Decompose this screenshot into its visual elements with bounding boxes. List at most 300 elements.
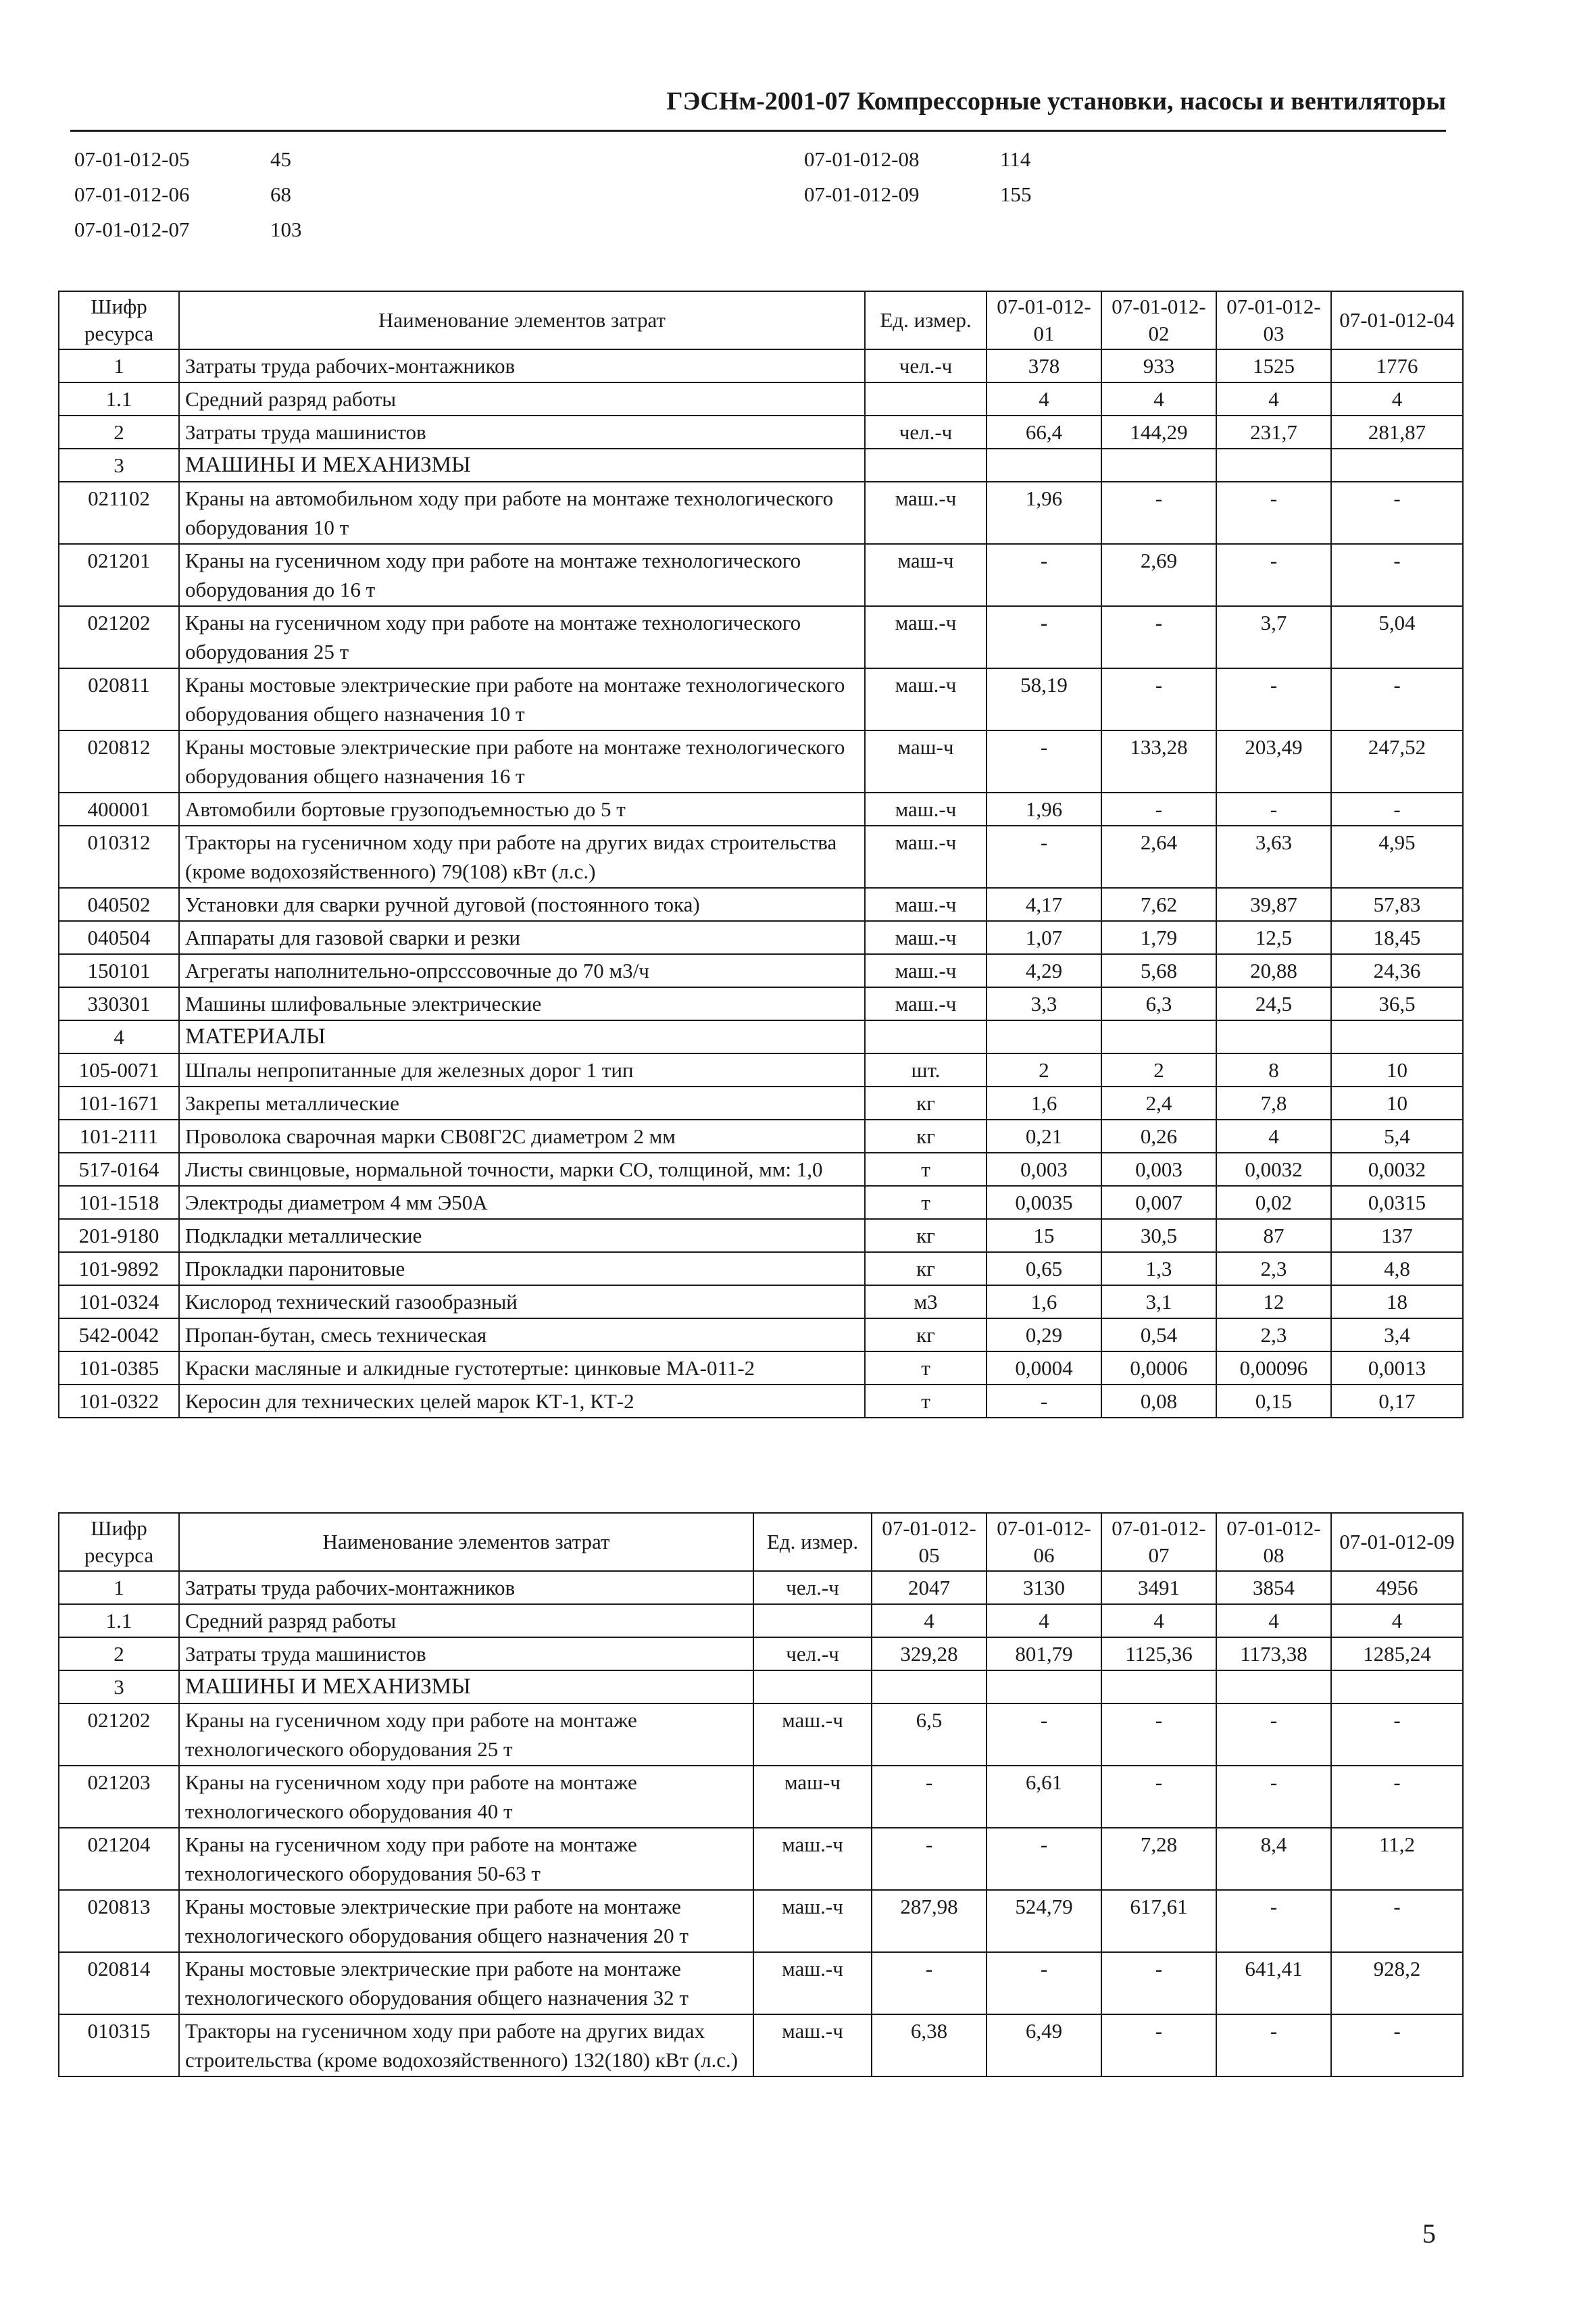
- norm-value: 1,79: [1101, 921, 1216, 954]
- header-code: Шифр ресурса: [59, 1513, 179, 1571]
- ref-code: 07-01-012-09: [804, 182, 920, 206]
- table-row: [59, 1828, 1463, 1890]
- unit-of-measure: т: [865, 1153, 987, 1186]
- norm-value: 58,19: [987, 668, 1101, 730]
- ref-value: 114: [1000, 147, 1031, 171]
- resource-code: 101-0322: [59, 1385, 179, 1418]
- norm-value: [987, 1020, 1101, 1053]
- cost-element-name: Краны на гусеничном ходу при работе на монтаже технологического оборудования 25 т: [179, 1703, 753, 1766]
- table-row: [59, 954, 1463, 987]
- unit-of-measure: [865, 1020, 987, 1053]
- norm-value: 1,6: [987, 1285, 1101, 1318]
- cost-element-name: Краны мостовые электрические при работе на монтаже технологического оборудования общего назначения 32 т: [179, 1952, 753, 2014]
- norm-value: 1125,36: [1101, 1637, 1216, 1670]
- header-unit: Ед. измер.: [865, 291, 987, 349]
- norm-value: 4956: [1331, 1571, 1463, 1604]
- cost-element-name: Проволока сварочная марки СВ08Г2С диаметром 2 мм: [179, 1120, 865, 1153]
- unit-of-measure: маш.-ч: [865, 482, 987, 544]
- norm-value: -: [1101, 1952, 1216, 2014]
- table-row: [59, 1087, 1463, 1120]
- resource-code: 1.1: [59, 1604, 179, 1637]
- norm-value: 0,17: [1331, 1385, 1463, 1418]
- ref-row: [804, 142, 1032, 177]
- norm-value: 4: [1216, 1120, 1331, 1153]
- norm-value: 0,29: [987, 1318, 1101, 1351]
- resource-code: 1: [59, 1571, 179, 1604]
- norm-value: 6,3: [1101, 987, 1216, 1020]
- norm-value: 524,79: [987, 1890, 1101, 1952]
- resource-code: 010315: [59, 2014, 179, 2076]
- cost-element-name: Краны на гусеничном ходу при работе на монтаже технологического оборудования до 16 т: [179, 544, 865, 606]
- norm-value: 0,0035: [987, 1186, 1101, 1219]
- norm-value: 0,65: [987, 1252, 1101, 1285]
- norm-value: -: [1101, 1766, 1216, 1828]
- header-col: 07-01-012-03: [1216, 291, 1331, 349]
- resource-code: 021102: [59, 482, 179, 544]
- unit-of-measure: [865, 382, 987, 416]
- norm-value: 12: [1216, 1285, 1331, 1318]
- norm-value: 6,61: [987, 1766, 1101, 1828]
- norm-value: 3130: [987, 1571, 1101, 1604]
- unit-of-measure: кг: [865, 1120, 987, 1153]
- norm-value: -: [1101, 793, 1216, 826]
- table-header-row: [59, 291, 1463, 349]
- norm-value: 36,5: [1331, 987, 1463, 1020]
- resource-code: 020814: [59, 1952, 179, 2014]
- cost-element-name: Автомобили бортовые грузоподъемностью до 5 т: [179, 793, 865, 826]
- unit-of-measure: [753, 1670, 872, 1703]
- ref-row: [74, 142, 302, 177]
- norm-value: 5,04: [1331, 606, 1463, 668]
- norm-value: [872, 1670, 987, 1703]
- norm-value: -: [1216, 544, 1331, 606]
- norm-value: 1173,38: [1216, 1637, 1331, 1670]
- norm-value: 10: [1331, 1087, 1463, 1120]
- table-header-row: [59, 1513, 1463, 1571]
- norm-value: -: [872, 1828, 987, 1890]
- norm-value: 15: [987, 1219, 1101, 1252]
- table-row: [59, 888, 1463, 921]
- norm-value: 0,0315: [1331, 1186, 1463, 1219]
- header-col: 07-01-012-09: [1331, 1513, 1463, 1571]
- norm-value: [987, 1670, 1101, 1703]
- norm-value: 4,95: [1331, 826, 1463, 888]
- unit-of-measure: маш.-ч: [865, 954, 987, 987]
- ref-code: 07-01-012-08: [804, 147, 920, 171]
- header-col: 07-01-012-08: [1216, 1513, 1331, 1571]
- norm-value: 0,02: [1216, 1186, 1331, 1219]
- table-row: [59, 482, 1463, 544]
- cost-element-name: Краны мостовые электрические при работе на монтаже технологического оборудования общего назначения 20 т: [179, 1890, 753, 1952]
- header-name: Наименование элементов затрат: [179, 1513, 753, 1571]
- table-row: [59, 449, 1463, 482]
- table-row: [59, 1153, 1463, 1186]
- norm-value: -: [987, 1703, 1101, 1766]
- unit-of-measure: маш.-ч: [865, 826, 987, 888]
- cost-element-name: Подкладки металлические: [179, 1219, 865, 1252]
- norm-value: 287,98: [872, 1890, 987, 1952]
- norm-value: 3854: [1216, 1571, 1331, 1604]
- norm-value: 4: [987, 382, 1101, 416]
- norm-value: 8,4: [1216, 1828, 1331, 1890]
- cost-element-name: Тракторы на гусеничном ходу при работе на других видах строительства (кроме водохозяйственного) 132(180) кВт (л.с.): [179, 2014, 753, 2076]
- norm-value: 1,96: [987, 482, 1101, 544]
- table-row: [59, 2014, 1463, 2076]
- norm-value: -: [987, 606, 1101, 668]
- resource-code: 040504: [59, 921, 179, 954]
- norm-value: 2,3: [1216, 1318, 1331, 1351]
- resource-code: 400001: [59, 793, 179, 826]
- norm-value: 4: [1216, 1604, 1331, 1637]
- cost-element-name: МАШИНЫ И МЕХАНИЗМЫ: [179, 1670, 753, 1703]
- cost-element-name: Затраты труда машинистов: [179, 1637, 753, 1670]
- unit-of-measure: маш-ч: [865, 544, 987, 606]
- table-row: [59, 730, 1463, 793]
- resource-code: 1: [59, 349, 179, 382]
- resource-code: 2: [59, 1637, 179, 1670]
- ref-value: 45: [270, 147, 291, 171]
- unit-of-measure: маш-ч: [753, 1766, 872, 1828]
- cost-element-name: Машины шлифовальные электрические: [179, 987, 865, 1020]
- resource-code: 021202: [59, 606, 179, 668]
- table-row: [59, 921, 1463, 954]
- resource-code: 517-0164: [59, 1153, 179, 1186]
- table-row: [59, 1604, 1463, 1637]
- norm-value: -: [1331, 1890, 1463, 1952]
- norm-value: 801,79: [987, 1637, 1101, 1670]
- cost-element-name: Краны мостовые электрические при работе на монтаже технологического оборудования общего назначения 16 т: [179, 730, 865, 793]
- table-row: [59, 1952, 1463, 2014]
- header-unit: Ед. измер.: [753, 1513, 872, 1571]
- norm-value: 0,0006: [1101, 1351, 1216, 1385]
- norm-value: [1331, 1020, 1463, 1053]
- norm-value: 617,61: [1101, 1890, 1216, 1952]
- cost-element-name: Аппараты для газовой сварки и резки: [179, 921, 865, 954]
- norm-value: 6,38: [872, 2014, 987, 2076]
- table-row: [59, 1670, 1463, 1703]
- unit-of-measure: т: [865, 1186, 987, 1219]
- table-row: [59, 826, 1463, 888]
- table-row: [59, 1571, 1463, 1604]
- norm-value: [1101, 449, 1216, 482]
- norm-value: 1,3: [1101, 1252, 1216, 1285]
- norm-value: 2: [1101, 1053, 1216, 1087]
- norm-value: 18,45: [1331, 921, 1463, 954]
- unit-of-measure: чел.-ч: [753, 1571, 872, 1604]
- norm-value: -: [1331, 544, 1463, 606]
- norm-value: -: [1216, 482, 1331, 544]
- norm-value: [1216, 1670, 1331, 1703]
- unit-of-measure: маш.-ч: [753, 1828, 872, 1890]
- unit-of-measure: маш.-ч: [865, 921, 987, 954]
- cost-element-name: Электроды диаметром 4 мм Э50А: [179, 1186, 865, 1219]
- resource-code: 4: [59, 1020, 179, 1053]
- norm-value: -: [1101, 2014, 1216, 2076]
- norm-value: 203,49: [1216, 730, 1331, 793]
- norm-value: 0,26: [1101, 1120, 1216, 1153]
- resource-code: 020813: [59, 1890, 179, 1952]
- unit-of-measure: маш.-ч: [865, 888, 987, 921]
- ref-row: [74, 177, 302, 212]
- resource-code: 2: [59, 416, 179, 449]
- cost-element-name: Краны мостовые электрические при работе на монтаже технологического оборудования общего назначения 10 т: [179, 668, 865, 730]
- norm-value: -: [1101, 606, 1216, 668]
- unit-of-measure: кг: [865, 1087, 987, 1120]
- cost-element-name: Агрегаты наполнительно-опрсссовочные до 70 м3/ч: [179, 954, 865, 987]
- resource-code: 021202: [59, 1703, 179, 1766]
- norm-value: 8: [1216, 1053, 1331, 1087]
- norm-value: -: [987, 730, 1101, 793]
- norm-value: 66,4: [987, 416, 1101, 449]
- norm-value: -: [1331, 1703, 1463, 1766]
- norm-value: 641,41: [1216, 1952, 1331, 2014]
- norm-value: 3,63: [1216, 826, 1331, 888]
- resource-code: 021204: [59, 1828, 179, 1890]
- norm-value: [1216, 449, 1331, 482]
- norm-value: [987, 449, 1101, 482]
- norm-value: -: [1331, 668, 1463, 730]
- norm-value: [1101, 1670, 1216, 1703]
- norm-value: 933: [1101, 349, 1216, 382]
- table-row: [59, 1890, 1463, 1952]
- table-row: [59, 1385, 1463, 1418]
- norm-value: 6,5: [872, 1703, 987, 1766]
- unit-of-measure: чел.-ч: [865, 349, 987, 382]
- table-row: [59, 1020, 1463, 1053]
- table-row: [59, 606, 1463, 668]
- norm-value: -: [987, 1385, 1101, 1418]
- norm-value: -: [1216, 1766, 1331, 1828]
- norm-value: 30,5: [1101, 1219, 1216, 1252]
- resource-code: 101-9892: [59, 1252, 179, 1285]
- norm-value: 2: [987, 1053, 1101, 1087]
- norm-value: -: [987, 826, 1101, 888]
- norm-value: 7,28: [1101, 1828, 1216, 1890]
- norm-value: 1776: [1331, 349, 1463, 382]
- norm-value: 24,5: [1216, 987, 1331, 1020]
- norm-value: 4: [1216, 382, 1331, 416]
- norm-value: -: [872, 1952, 987, 2014]
- cost-element-name: Керосин для технических целей марок КТ-1, КТ-2: [179, 1385, 865, 1418]
- ref-code: 07-01-012-07: [74, 218, 190, 241]
- unit-of-measure: [865, 449, 987, 482]
- norm-value: 57,83: [1331, 888, 1463, 921]
- norm-value: 11,2: [1331, 1828, 1463, 1890]
- cost-element-name: Прокладки паронитовые: [179, 1252, 865, 1285]
- table-row: [59, 544, 1463, 606]
- norm-value: 4,17: [987, 888, 1101, 921]
- cost-element-name: Краны на гусеничном ходу при работе на монтаже технологического оборудования 40 т: [179, 1766, 753, 1828]
- ref-code: 07-01-012-05: [74, 147, 190, 171]
- norm-value: 12,5: [1216, 921, 1331, 954]
- norm-value: 4,8: [1331, 1252, 1463, 1285]
- norm-value: 0,21: [987, 1120, 1101, 1153]
- resource-code: 201-9180: [59, 1219, 179, 1252]
- norm-value: [1331, 1670, 1463, 1703]
- norm-value: 2,69: [1101, 544, 1216, 606]
- unit-of-measure: чел.-ч: [865, 416, 987, 449]
- resource-code: 542-0042: [59, 1318, 179, 1351]
- resource-code: 150101: [59, 954, 179, 987]
- norm-value: -: [1216, 793, 1331, 826]
- norm-value: 1,96: [987, 793, 1101, 826]
- cost-element-name: Краны на гусеничном ходу при работе на монтаже технологического оборудования 50-63 т: [179, 1828, 753, 1890]
- header-rule: [70, 130, 1446, 132]
- resource-code: 021203: [59, 1766, 179, 1828]
- norm-value: 0,0032: [1216, 1153, 1331, 1186]
- norm-value: 247,52: [1331, 730, 1463, 793]
- norm-value: [1216, 1020, 1331, 1053]
- table-row: [59, 1053, 1463, 1087]
- table-row: [59, 382, 1463, 416]
- resource-code: 020811: [59, 668, 179, 730]
- resource-code: 101-0324: [59, 1285, 179, 1318]
- norm-value: 231,7: [1216, 416, 1331, 449]
- norm-value: 39,87: [1216, 888, 1331, 921]
- resource-code: 040502: [59, 888, 179, 921]
- norm-value: -: [1216, 2014, 1331, 2076]
- norm-value: 5,4: [1331, 1120, 1463, 1153]
- table-row: [59, 1703, 1463, 1766]
- unit-of-measure: шт.: [865, 1053, 987, 1087]
- table-row: [59, 1219, 1463, 1252]
- unit-of-measure: маш-ч: [865, 730, 987, 793]
- table-row: [59, 1637, 1463, 1670]
- norm-value: 87: [1216, 1219, 1331, 1252]
- norm-value: 10: [1331, 1053, 1463, 1087]
- norm-value: 4: [987, 1604, 1101, 1637]
- norm-value: -: [987, 1952, 1101, 2014]
- table-row: [59, 987, 1463, 1020]
- cost-element-name: Краски масляные и алкидные густотертые: цинковые МА-011-2: [179, 1351, 865, 1385]
- cost-element-name: Закрепы металлические: [179, 1087, 865, 1120]
- norm-value: 0,15: [1216, 1385, 1331, 1418]
- cost-element-name: Шпалы непропитанные для железных дорог 1 тип: [179, 1053, 865, 1087]
- table-row: [59, 416, 1463, 449]
- resource-code: 010312: [59, 826, 179, 888]
- norm-value: -: [1216, 1890, 1331, 1952]
- norm-value: 281,87: [1331, 416, 1463, 449]
- header-col: 07-01-012-01: [987, 291, 1101, 349]
- norm-value: -: [1101, 482, 1216, 544]
- unit-of-measure: маш.-ч: [865, 793, 987, 826]
- norm-value: 3,1: [1101, 1285, 1216, 1318]
- unit-of-measure: маш.-ч: [753, 1703, 872, 1766]
- cost-element-name: Затраты труда рабочих-монтажников: [179, 1571, 753, 1604]
- ref-row: [74, 212, 302, 247]
- table-row: [59, 1120, 1463, 1153]
- unit-of-measure: маш.-ч: [865, 668, 987, 730]
- cost-element-name: МАТЕРИАЛЫ: [179, 1020, 865, 1053]
- resource-code: 101-1671: [59, 1087, 179, 1120]
- norm-value: -: [1331, 1766, 1463, 1828]
- norm-value: [1101, 1020, 1216, 1053]
- resource-code: 101-1518: [59, 1186, 179, 1219]
- norm-value: 3491: [1101, 1571, 1216, 1604]
- norm-value: 7,8: [1216, 1087, 1331, 1120]
- norm-value: 4: [1331, 1604, 1463, 1637]
- norm-value: -: [1331, 2014, 1463, 2076]
- header-name: Наименование элементов затрат: [179, 291, 865, 349]
- cost-element-name: Кислород технический газообразный: [179, 1285, 865, 1318]
- table-row: [59, 1318, 1463, 1351]
- refs-right: [804, 142, 1032, 212]
- cost-element-name: Средний разряд работы: [179, 382, 865, 416]
- header-col: 07-01-012-05: [872, 1513, 987, 1571]
- resource-code: 330301: [59, 987, 179, 1020]
- norm-value: 0,007: [1101, 1186, 1216, 1219]
- ref-code: 07-01-012-06: [74, 182, 190, 206]
- unit-of-measure: маш.-ч: [753, 1952, 872, 2014]
- norm-value: 0,0032: [1331, 1153, 1463, 1186]
- ref-value: 155: [1000, 182, 1032, 206]
- header-col: 07-01-012-07: [1101, 1513, 1216, 1571]
- norm-value: 6,49: [987, 2014, 1101, 2076]
- cost-element-name: Средний разряд работы: [179, 1604, 753, 1637]
- resource-code: 3: [59, 449, 179, 482]
- norm-value: 18: [1331, 1285, 1463, 1318]
- unit-of-measure: маш.-ч: [865, 606, 987, 668]
- norm-value: 2047: [872, 1571, 987, 1604]
- norm-value: 1285,24: [1331, 1637, 1463, 1670]
- norm-value: -: [1331, 793, 1463, 826]
- unit-of-measure: маш.-ч: [753, 2014, 872, 2076]
- page-header-title: ГЭСНм-2001-07 Компрессорные установки, насосы и вентиляторы: [666, 87, 1446, 116]
- norm-value: 24,36: [1331, 954, 1463, 987]
- resource-code: 021201: [59, 544, 179, 606]
- norm-value: 4: [1101, 1604, 1216, 1637]
- resource-code: 1.1: [59, 382, 179, 416]
- resource-code: 3: [59, 1670, 179, 1703]
- table-row: [59, 793, 1463, 826]
- resource-code: 105-0071: [59, 1053, 179, 1087]
- cost-element-name: Краны на гусеничном ходу при работе на монтаже технологического оборудования 25 т: [179, 606, 865, 668]
- norm-value: 0,54: [1101, 1318, 1216, 1351]
- norm-value: 5,68: [1101, 954, 1216, 987]
- cost-element-name: Затраты труда машинистов: [179, 416, 865, 449]
- unit-of-measure: кг: [865, 1252, 987, 1285]
- norm-value: 378: [987, 349, 1101, 382]
- cost-element-name: Установки для сварки ручной дуговой (постоянного тока): [179, 888, 865, 921]
- cost-element-name: Затраты труда рабочих-монтажников: [179, 349, 865, 382]
- norm-value: 3,3: [987, 987, 1101, 1020]
- norm-value: 1,07: [987, 921, 1101, 954]
- resource-code: 020812: [59, 730, 179, 793]
- header-col: 07-01-012-02: [1101, 291, 1216, 349]
- norm-value: 0,00096: [1216, 1351, 1331, 1385]
- norm-value: 4,29: [987, 954, 1101, 987]
- norm-value: 2,3: [1216, 1252, 1331, 1285]
- table-row: [59, 1766, 1463, 1828]
- header-col: 07-01-012-04: [1331, 291, 1463, 349]
- unit-of-measure: маш.-ч: [865, 987, 987, 1020]
- norm-value: 133,28: [1101, 730, 1216, 793]
- norm-value: 1,6: [987, 1087, 1101, 1120]
- unit-of-measure: кг: [865, 1219, 987, 1252]
- header-col: 07-01-012-06: [987, 1513, 1101, 1571]
- norm-value: -: [987, 544, 1101, 606]
- norm-value: 3,4: [1331, 1318, 1463, 1351]
- norm-value: 0,003: [987, 1153, 1101, 1186]
- norm-value: -: [1216, 668, 1331, 730]
- norm-value: 2,4: [1101, 1087, 1216, 1120]
- page-number: 5: [1422, 2218, 1436, 2249]
- norm-value: 0,0004: [987, 1351, 1101, 1385]
- norm-value: 20,88: [1216, 954, 1331, 987]
- norm-value: -: [872, 1766, 987, 1828]
- norm-value: 1525: [1216, 349, 1331, 382]
- resource-code: 101-0385: [59, 1351, 179, 1385]
